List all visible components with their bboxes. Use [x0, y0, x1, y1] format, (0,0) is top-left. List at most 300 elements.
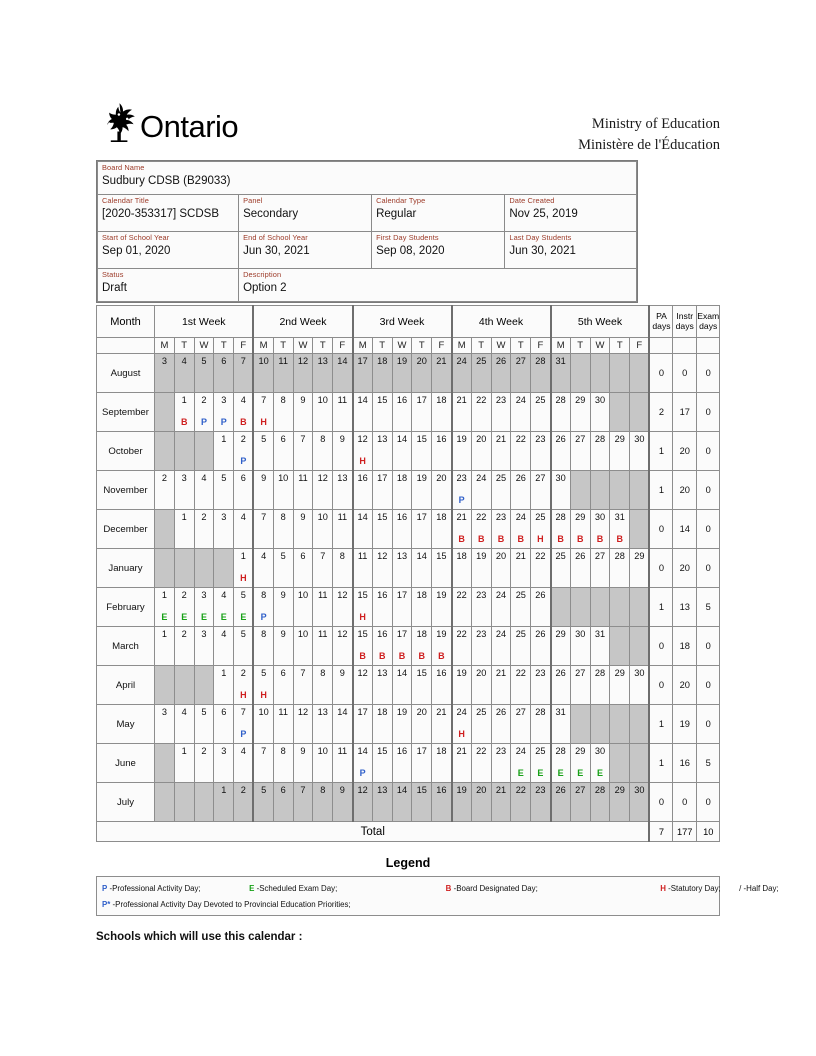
day-cell[interactable]: [570, 354, 590, 393]
day-cell[interactable]: [313, 471, 333, 510]
day-cell[interactable]: [491, 783, 511, 822]
day-cell[interactable]: [392, 549, 412, 588]
day-cell[interactable]: [273, 471, 293, 510]
day-cell[interactable]: [491, 627, 511, 666]
day-cell[interactable]: [174, 705, 194, 744]
day-cell[interactable]: [570, 432, 590, 471]
day-cell[interactable]: [630, 666, 650, 705]
day-cell[interactable]: [471, 588, 491, 627]
day-cell[interactable]: [452, 393, 472, 432]
day-cell[interactable]: [214, 471, 234, 510]
day-cell[interactable]: [570, 549, 590, 588]
day-cell[interactable]: [432, 432, 452, 471]
day-cell[interactable]: [590, 510, 610, 549]
day-cell[interactable]: [333, 354, 353, 393]
day-cell[interactable]: [234, 783, 254, 822]
day-cell[interactable]: [610, 432, 630, 471]
day-cell[interactable]: [333, 783, 353, 822]
day-cell[interactable]: [452, 471, 472, 510]
day-cell[interactable]: [412, 354, 432, 393]
day-cell[interactable]: [471, 432, 491, 471]
day-cell[interactable]: [551, 549, 571, 588]
day-cell[interactable]: [313, 432, 333, 471]
day-cell[interactable]: [570, 783, 590, 822]
day-cell[interactable]: [313, 666, 333, 705]
day-cell[interactable]: [412, 549, 432, 588]
day-cell[interactable]: [570, 744, 590, 783]
day-cell[interactable]: [313, 705, 333, 744]
day-cell[interactable]: [511, 354, 531, 393]
day-cell[interactable]: [155, 393, 175, 432]
day-cell[interactable]: [174, 627, 194, 666]
day-cell[interactable]: [471, 549, 491, 588]
day-cell[interactable]: [174, 354, 194, 393]
day-cell[interactable]: [253, 354, 273, 393]
day-cell[interactable]: [392, 432, 412, 471]
day-cell[interactable]: [452, 783, 472, 822]
day-cell[interactable]: [313, 744, 333, 783]
day-cell[interactable]: [234, 471, 254, 510]
day-cell[interactable]: [412, 783, 432, 822]
day-cell[interactable]: [432, 510, 452, 549]
day-cell[interactable]: [392, 393, 412, 432]
day-cell[interactable]: [570, 627, 590, 666]
day-cell[interactable]: [491, 744, 511, 783]
day-cell[interactable]: [452, 744, 472, 783]
day-cell[interactable]: [214, 588, 234, 627]
day-cell[interactable]: [590, 705, 610, 744]
day-cell[interactable]: [155, 705, 175, 744]
day-cell[interactable]: [551, 471, 571, 510]
day-cell[interactable]: [630, 510, 650, 549]
day-cell[interactable]: [253, 705, 273, 744]
day-cell[interactable]: [234, 666, 254, 705]
day-cell[interactable]: [412, 744, 432, 783]
day-cell[interactable]: [471, 354, 491, 393]
day-cell[interactable]: [511, 432, 531, 471]
day-cell[interactable]: [293, 471, 313, 510]
day-cell[interactable]: [452, 627, 472, 666]
day-cell[interactable]: [392, 627, 412, 666]
day-cell[interactable]: [372, 705, 392, 744]
day-cell[interactable]: [471, 666, 491, 705]
day-cell[interactable]: [551, 627, 571, 666]
day-cell[interactable]: [353, 666, 373, 705]
day-cell[interactable]: [194, 471, 214, 510]
day-cell[interactable]: [155, 744, 175, 783]
day-cell[interactable]: [174, 783, 194, 822]
day-cell[interactable]: [372, 510, 392, 549]
day-cell[interactable]: [531, 393, 551, 432]
day-cell[interactable]: [273, 510, 293, 549]
day-cell[interactable]: [392, 705, 412, 744]
day-cell[interactable]: [531, 510, 551, 549]
day-cell[interactable]: [155, 432, 175, 471]
day-cell[interactable]: [293, 783, 313, 822]
day-cell[interactable]: [333, 705, 353, 744]
day-cell[interactable]: [234, 705, 254, 744]
day-cell[interactable]: [551, 354, 571, 393]
day-cell[interactable]: [610, 783, 630, 822]
day-cell[interactable]: [392, 588, 412, 627]
day-cell[interactable]: [353, 471, 373, 510]
day-cell[interactable]: [610, 471, 630, 510]
day-cell[interactable]: [630, 549, 650, 588]
day-cell[interactable]: [372, 666, 392, 705]
day-cell[interactable]: [471, 471, 491, 510]
day-cell[interactable]: [194, 549, 214, 588]
day-cell[interactable]: [333, 393, 353, 432]
day-cell[interactable]: [630, 783, 650, 822]
day-cell[interactable]: [551, 432, 571, 471]
day-cell[interactable]: [174, 471, 194, 510]
day-cell[interactable]: [432, 588, 452, 627]
day-cell[interactable]: [353, 744, 373, 783]
day-cell[interactable]: [630, 471, 650, 510]
day-cell[interactable]: [234, 627, 254, 666]
day-cell[interactable]: [531, 432, 551, 471]
day-cell[interactable]: [610, 510, 630, 549]
day-cell[interactable]: [471, 744, 491, 783]
day-cell[interactable]: [253, 393, 273, 432]
day-cell[interactable]: [551, 744, 571, 783]
day-cell[interactable]: [253, 432, 273, 471]
day-cell[interactable]: [531, 705, 551, 744]
day-cell[interactable]: [234, 510, 254, 549]
day-cell[interactable]: [313, 627, 333, 666]
day-cell[interactable]: [610, 354, 630, 393]
day-cell[interactable]: [253, 744, 273, 783]
day-cell[interactable]: [273, 432, 293, 471]
day-cell[interactable]: [452, 705, 472, 744]
day-cell[interactable]: [432, 666, 452, 705]
day-cell[interactable]: [511, 666, 531, 705]
day-cell[interactable]: [570, 510, 590, 549]
day-cell[interactable]: [570, 666, 590, 705]
day-cell[interactable]: [471, 705, 491, 744]
day-cell[interactable]: [353, 354, 373, 393]
day-cell[interactable]: [333, 627, 353, 666]
day-cell[interactable]: [372, 783, 392, 822]
day-cell[interactable]: [253, 588, 273, 627]
day-cell[interactable]: [174, 588, 194, 627]
day-cell[interactable]: [491, 354, 511, 393]
day-cell[interactable]: [590, 627, 610, 666]
day-cell[interactable]: [214, 510, 234, 549]
day-cell[interactable]: [392, 666, 412, 705]
day-cell[interactable]: [452, 549, 472, 588]
day-cell[interactable]: [333, 510, 353, 549]
day-cell[interactable]: [372, 744, 392, 783]
day-cell[interactable]: [174, 510, 194, 549]
day-cell[interactable]: [155, 354, 175, 393]
day-cell[interactable]: [471, 393, 491, 432]
day-cell[interactable]: [273, 549, 293, 588]
day-cell[interactable]: [630, 393, 650, 432]
day-cell[interactable]: [432, 705, 452, 744]
day-cell[interactable]: [590, 549, 610, 588]
day-cell[interactable]: [234, 354, 254, 393]
day-cell[interactable]: [511, 705, 531, 744]
day-cell[interactable]: [432, 627, 452, 666]
day-cell[interactable]: [511, 471, 531, 510]
day-cell[interactable]: [273, 783, 293, 822]
day-cell[interactable]: [214, 549, 234, 588]
day-cell[interactable]: [491, 588, 511, 627]
day-cell[interactable]: [531, 471, 551, 510]
day-cell[interactable]: [590, 471, 610, 510]
day-cell[interactable]: [392, 354, 412, 393]
day-cell[interactable]: [293, 549, 313, 588]
day-cell[interactable]: [511, 510, 531, 549]
day-cell[interactable]: [194, 510, 214, 549]
day-cell[interactable]: [253, 783, 273, 822]
day-cell[interactable]: [194, 588, 214, 627]
day-cell[interactable]: [273, 744, 293, 783]
day-cell[interactable]: [630, 432, 650, 471]
day-cell[interactable]: [155, 627, 175, 666]
day-cell[interactable]: [452, 510, 472, 549]
day-cell[interactable]: [194, 627, 214, 666]
day-cell[interactable]: [155, 471, 175, 510]
day-cell[interactable]: [511, 393, 531, 432]
day-cell[interactable]: [432, 471, 452, 510]
day-cell[interactable]: [214, 744, 234, 783]
day-cell[interactable]: [313, 549, 333, 588]
day-cell[interactable]: [253, 510, 273, 549]
day-cell[interactable]: [234, 744, 254, 783]
day-cell[interactable]: [590, 393, 610, 432]
day-cell[interactable]: [610, 705, 630, 744]
day-cell[interactable]: [253, 549, 273, 588]
day-cell[interactable]: [372, 588, 392, 627]
day-cell[interactable]: [511, 588, 531, 627]
day-cell[interactable]: [551, 510, 571, 549]
day-cell[interactable]: [214, 354, 234, 393]
day-cell[interactable]: [590, 432, 610, 471]
day-cell[interactable]: [293, 354, 313, 393]
day-cell[interactable]: [273, 393, 293, 432]
day-cell[interactable]: [155, 510, 175, 549]
day-cell[interactable]: [372, 627, 392, 666]
day-cell[interactable]: [333, 432, 353, 471]
day-cell[interactable]: [610, 549, 630, 588]
day-cell[interactable]: [531, 744, 551, 783]
day-cell[interactable]: [234, 588, 254, 627]
day-cell[interactable]: [293, 393, 313, 432]
day-cell[interactable]: [273, 666, 293, 705]
day-cell[interactable]: [293, 627, 313, 666]
day-cell[interactable]: [194, 354, 214, 393]
day-cell[interactable]: [273, 705, 293, 744]
day-cell[interactable]: [372, 432, 392, 471]
day-cell[interactable]: [610, 588, 630, 627]
day-cell[interactable]: [432, 393, 452, 432]
day-cell[interactable]: [313, 588, 333, 627]
day-cell[interactable]: [590, 783, 610, 822]
day-cell[interactable]: [333, 744, 353, 783]
day-cell[interactable]: [471, 510, 491, 549]
day-cell[interactable]: [531, 783, 551, 822]
day-cell[interactable]: [610, 393, 630, 432]
day-cell[interactable]: [372, 354, 392, 393]
day-cell[interactable]: [511, 783, 531, 822]
day-cell[interactable]: [333, 549, 353, 588]
day-cell[interactable]: [155, 783, 175, 822]
day-cell[interactable]: [570, 705, 590, 744]
day-cell[interactable]: [412, 627, 432, 666]
day-cell[interactable]: [412, 510, 432, 549]
day-cell[interactable]: [551, 666, 571, 705]
day-cell[interactable]: [412, 705, 432, 744]
day-cell[interactable]: [353, 432, 373, 471]
day-cell[interactable]: [194, 783, 214, 822]
day-cell[interactable]: [293, 705, 313, 744]
day-cell[interactable]: [432, 549, 452, 588]
day-cell[interactable]: [452, 354, 472, 393]
day-cell[interactable]: [491, 549, 511, 588]
day-cell[interactable]: [412, 432, 432, 471]
day-cell[interactable]: [293, 510, 313, 549]
day-cell[interactable]: [610, 744, 630, 783]
day-cell[interactable]: [353, 588, 373, 627]
day-cell[interactable]: [452, 666, 472, 705]
day-cell[interactable]: [491, 705, 511, 744]
day-cell[interactable]: [372, 393, 392, 432]
day-cell[interactable]: [214, 783, 234, 822]
day-cell[interactable]: [214, 705, 234, 744]
day-cell[interactable]: [293, 744, 313, 783]
day-cell[interactable]: [590, 666, 610, 705]
day-cell[interactable]: [253, 627, 273, 666]
day-cell[interactable]: [432, 744, 452, 783]
day-cell[interactable]: [214, 432, 234, 471]
day-cell[interactable]: [155, 549, 175, 588]
day-cell[interactable]: [353, 705, 373, 744]
day-cell[interactable]: [293, 588, 313, 627]
day-cell[interactable]: [392, 471, 412, 510]
day-cell[interactable]: [155, 588, 175, 627]
day-cell[interactable]: [551, 393, 571, 432]
day-cell[interactable]: [293, 666, 313, 705]
day-cell[interactable]: [333, 666, 353, 705]
day-cell[interactable]: [174, 393, 194, 432]
day-cell[interactable]: [551, 783, 571, 822]
day-cell[interactable]: [353, 627, 373, 666]
day-cell[interactable]: [630, 588, 650, 627]
day-cell[interactable]: [333, 588, 353, 627]
day-cell[interactable]: [412, 588, 432, 627]
day-cell[interactable]: [174, 744, 194, 783]
day-cell[interactable]: [630, 627, 650, 666]
day-cell[interactable]: [511, 744, 531, 783]
day-cell[interactable]: [234, 432, 254, 471]
day-cell[interactable]: [491, 471, 511, 510]
day-cell[interactable]: [491, 432, 511, 471]
day-cell[interactable]: [412, 666, 432, 705]
day-cell[interactable]: [372, 549, 392, 588]
day-cell[interactable]: [194, 705, 214, 744]
day-cell[interactable]: [491, 393, 511, 432]
day-cell[interactable]: [630, 744, 650, 783]
day-cell[interactable]: [412, 393, 432, 432]
day-cell[interactable]: [432, 354, 452, 393]
day-cell[interactable]: [174, 666, 194, 705]
day-cell[interactable]: [570, 471, 590, 510]
day-cell[interactable]: [234, 549, 254, 588]
day-cell[interactable]: [273, 354, 293, 393]
day-cell[interactable]: [353, 783, 373, 822]
day-cell[interactable]: [491, 666, 511, 705]
day-cell[interactable]: [392, 744, 412, 783]
day-cell[interactable]: [570, 588, 590, 627]
day-cell[interactable]: [155, 666, 175, 705]
day-cell[interactable]: [392, 783, 412, 822]
day-cell[interactable]: [531, 588, 551, 627]
day-cell[interactable]: [491, 510, 511, 549]
day-cell[interactable]: [471, 627, 491, 666]
day-cell[interactable]: [531, 354, 551, 393]
day-cell[interactable]: [531, 627, 551, 666]
day-cell[interactable]: [214, 666, 234, 705]
day-cell[interactable]: [214, 393, 234, 432]
day-cell[interactable]: [551, 588, 571, 627]
day-cell[interactable]: [353, 393, 373, 432]
day-cell[interactable]: [353, 549, 373, 588]
day-cell[interactable]: [313, 783, 333, 822]
day-cell[interactable]: [253, 471, 273, 510]
day-cell[interactable]: [610, 666, 630, 705]
day-cell[interactable]: [392, 510, 412, 549]
day-cell[interactable]: [630, 705, 650, 744]
day-cell[interactable]: [353, 510, 373, 549]
day-cell[interactable]: [511, 627, 531, 666]
day-cell[interactable]: [511, 549, 531, 588]
day-cell[interactable]: [194, 432, 214, 471]
day-cell[interactable]: [471, 783, 491, 822]
day-cell[interactable]: [234, 393, 254, 432]
day-cell[interactable]: [531, 666, 551, 705]
day-cell[interactable]: [194, 393, 214, 432]
day-cell[interactable]: [194, 744, 214, 783]
day-cell[interactable]: [214, 627, 234, 666]
day-cell[interactable]: [590, 744, 610, 783]
day-cell[interactable]: [174, 432, 194, 471]
day-cell[interactable]: [273, 588, 293, 627]
day-cell[interactable]: [452, 432, 472, 471]
day-cell[interactable]: [293, 432, 313, 471]
day-cell[interactable]: [273, 627, 293, 666]
day-cell[interactable]: [253, 666, 273, 705]
day-cell[interactable]: [372, 471, 392, 510]
day-cell[interactable]: [333, 471, 353, 510]
day-cell[interactable]: [313, 354, 333, 393]
day-cell[interactable]: [313, 393, 333, 432]
day-cell[interactable]: [174, 549, 194, 588]
day-cell[interactable]: [432, 783, 452, 822]
day-cell[interactable]: [590, 354, 610, 393]
day-cell[interactable]: [452, 588, 472, 627]
day-cell[interactable]: [531, 549, 551, 588]
day-cell[interactable]: [590, 588, 610, 627]
day-cell[interactable]: [610, 627, 630, 666]
day-cell[interactable]: [313, 510, 333, 549]
day-cell[interactable]: [551, 705, 571, 744]
day-cell[interactable]: [412, 471, 432, 510]
day-cell[interactable]: [570, 393, 590, 432]
day-cell[interactable]: [630, 354, 650, 393]
day-cell[interactable]: [194, 666, 214, 705]
